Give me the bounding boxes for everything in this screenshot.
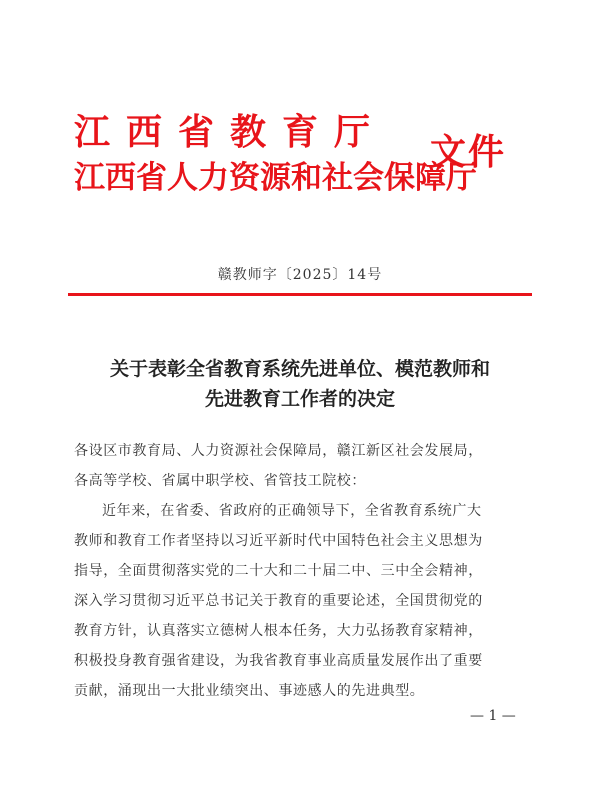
document-type-label: 文件	[430, 131, 507, 173]
document-number: 赣教师字〔2025〕14号	[217, 267, 383, 283]
document-title	[0, 354, 600, 414]
body-line: 深入学习贯彻习近平总书记关于教育的重要论述，全国贯彻党的	[74, 593, 483, 609]
body-line: 贡献，涌现出一大批业绩突出、事迹感人的先进典型。	[74, 683, 425, 699]
page-number: — 1 —	[470, 708, 516, 724]
issuer-line-2: 江西省人力资源和社会保障厅	[74, 160, 477, 196]
red-divider-line	[68, 293, 532, 296]
addressee-line: 各设区市教育局、人力资源社会保障局，赣江新区社会发展局，	[74, 443, 483, 459]
body-line: 近年来，在省委、省政府的正确领导下，全省教育系统广大	[102, 503, 482, 519]
title-line-2: 先进教育工作者的决定	[204, 388, 395, 410]
body-line: 积极投身教育强省建设，为我省教育事业高质量发展作出了重要	[74, 653, 483, 669]
body-line: 教师和教育工作者坚持以习近平新时代中国特色社会主义思想为	[74, 533, 483, 549]
addressee-line: 各高等学校、省属中职学校、省管技工院校：	[74, 473, 366, 489]
title-line-1: 关于表彰全省教育系统先进单位、模范教师和	[109, 358, 490, 380]
body-line: 指导，全面贯彻落实党的二十大和二十届二中、三中全会精神，	[74, 563, 483, 579]
body-line: 教育方针，认真落实立德树人根本任务，大力弘扬教育家精神，	[74, 623, 483, 639]
document-body	[74, 436, 544, 706]
issuer-line-1: 江西省教育厅	[74, 111, 387, 153]
